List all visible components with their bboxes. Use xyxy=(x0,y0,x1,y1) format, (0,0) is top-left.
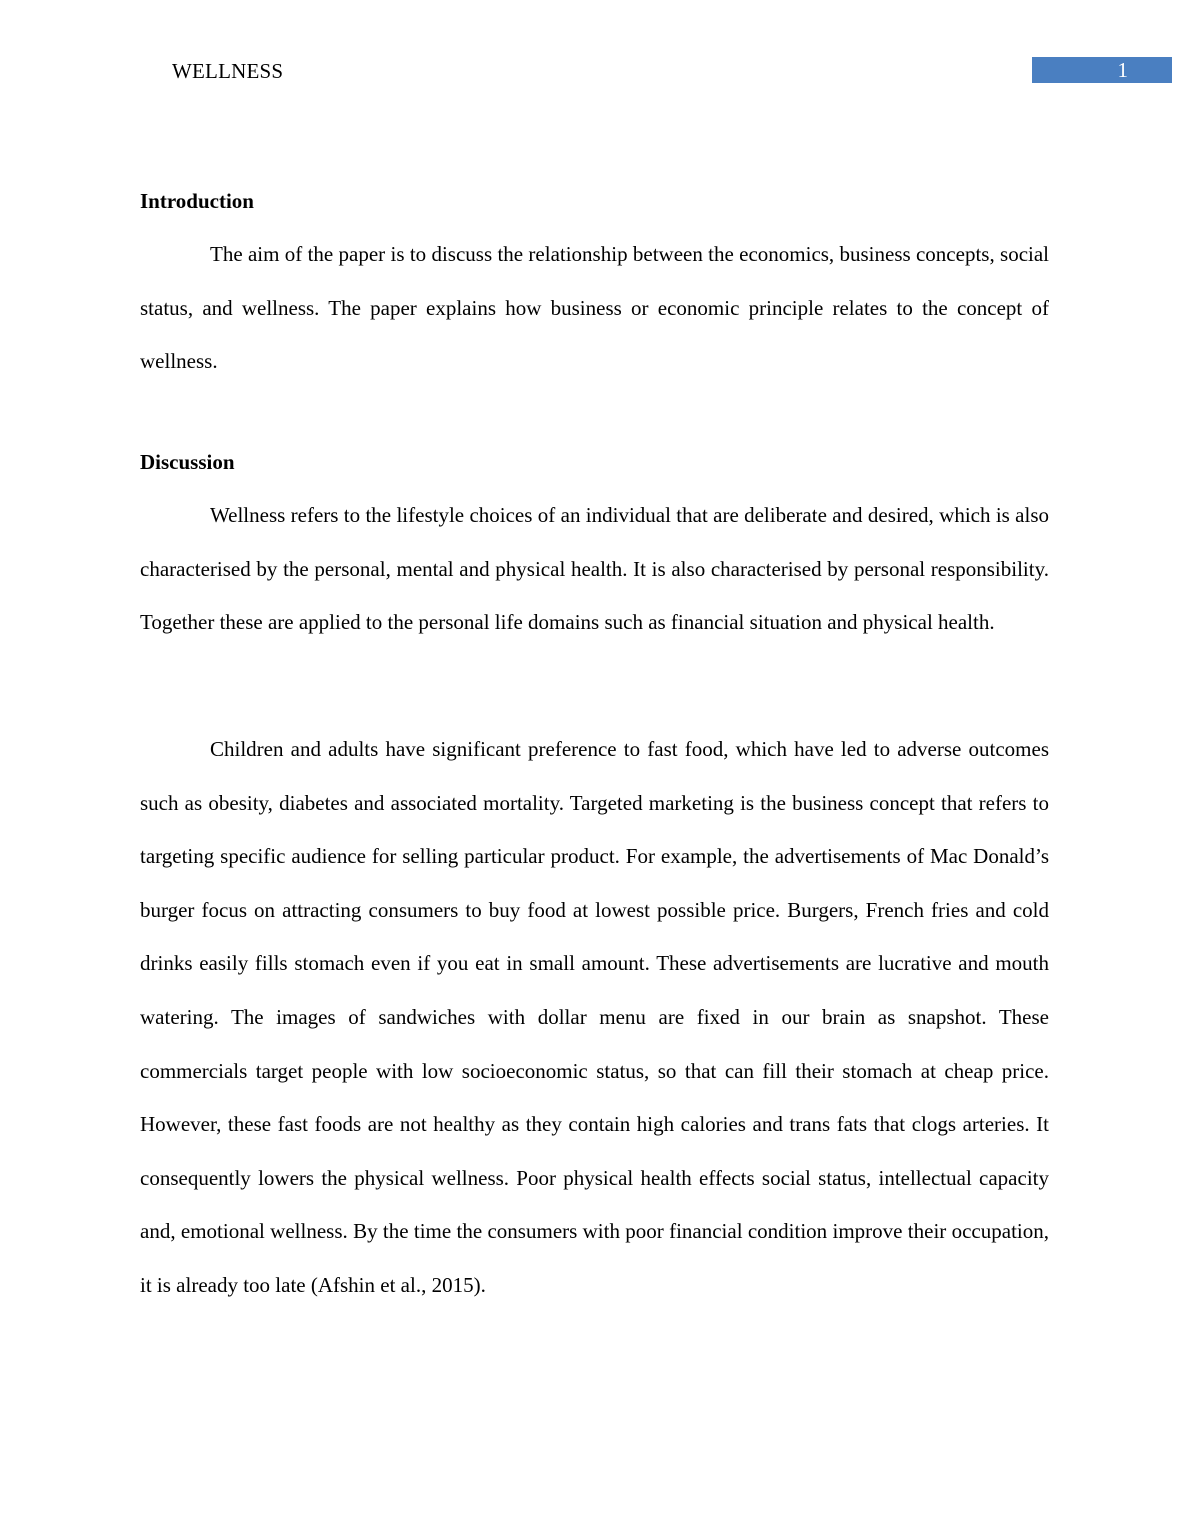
introduction-heading: Introduction xyxy=(140,189,254,213)
running-head: WELLNESS xyxy=(172,59,284,83)
introduction-paragraph: The aim of the paper is to discuss the relationship between the economics, business concepts, social status, and wellness. The paper explains how business or economic principle relates to the concept of wellness. xyxy=(140,242,1049,374)
page-number: 1 xyxy=(1117,58,1128,82)
discussion-paragraph-1: Wellness refers to the lifestyle choices of an individual that are deliberate and desired, which is also characterised by the personal, mental and physical health. It is also characterised by personal responsibility. Together these are applied to the personal life domains such as financial situation and physical health. xyxy=(140,503,1049,635)
discussion-paragraph-2: Children and adults have significant preference to fast food, which have led to adverse outcomes such as obesity, diabetes and associated mortality. Targeted marketing is the business concept that refers to targeting specific audience for selling particular product. For example, the advertisements of Mac Donald’s burger focus on attracting consumers to buy food at lowest possible price. Burgers, French fries and cold drinks easily fills stomach even if you eat in small amount. These advertisements are lucrative and mouth watering. The images of sandwiches with dollar menu are fixed in our brain as snapshot. These commercials target people with low socioeconomic status, so that can fill their stomach at cheap price. However, these fast foods are not healthy as they contain high calories and trans fats that clogs arteries. It consequently lowers the physical wellness. Poor physical health effects social status, intellectual capacity and, emotional wellness. By the time the consumers with poor financial condition improve their occupation, it is already too late (Afshin et al., 2015). xyxy=(140,737,1049,1297)
discussion-heading: Discussion xyxy=(140,450,235,474)
page-number-box xyxy=(1032,57,1172,83)
